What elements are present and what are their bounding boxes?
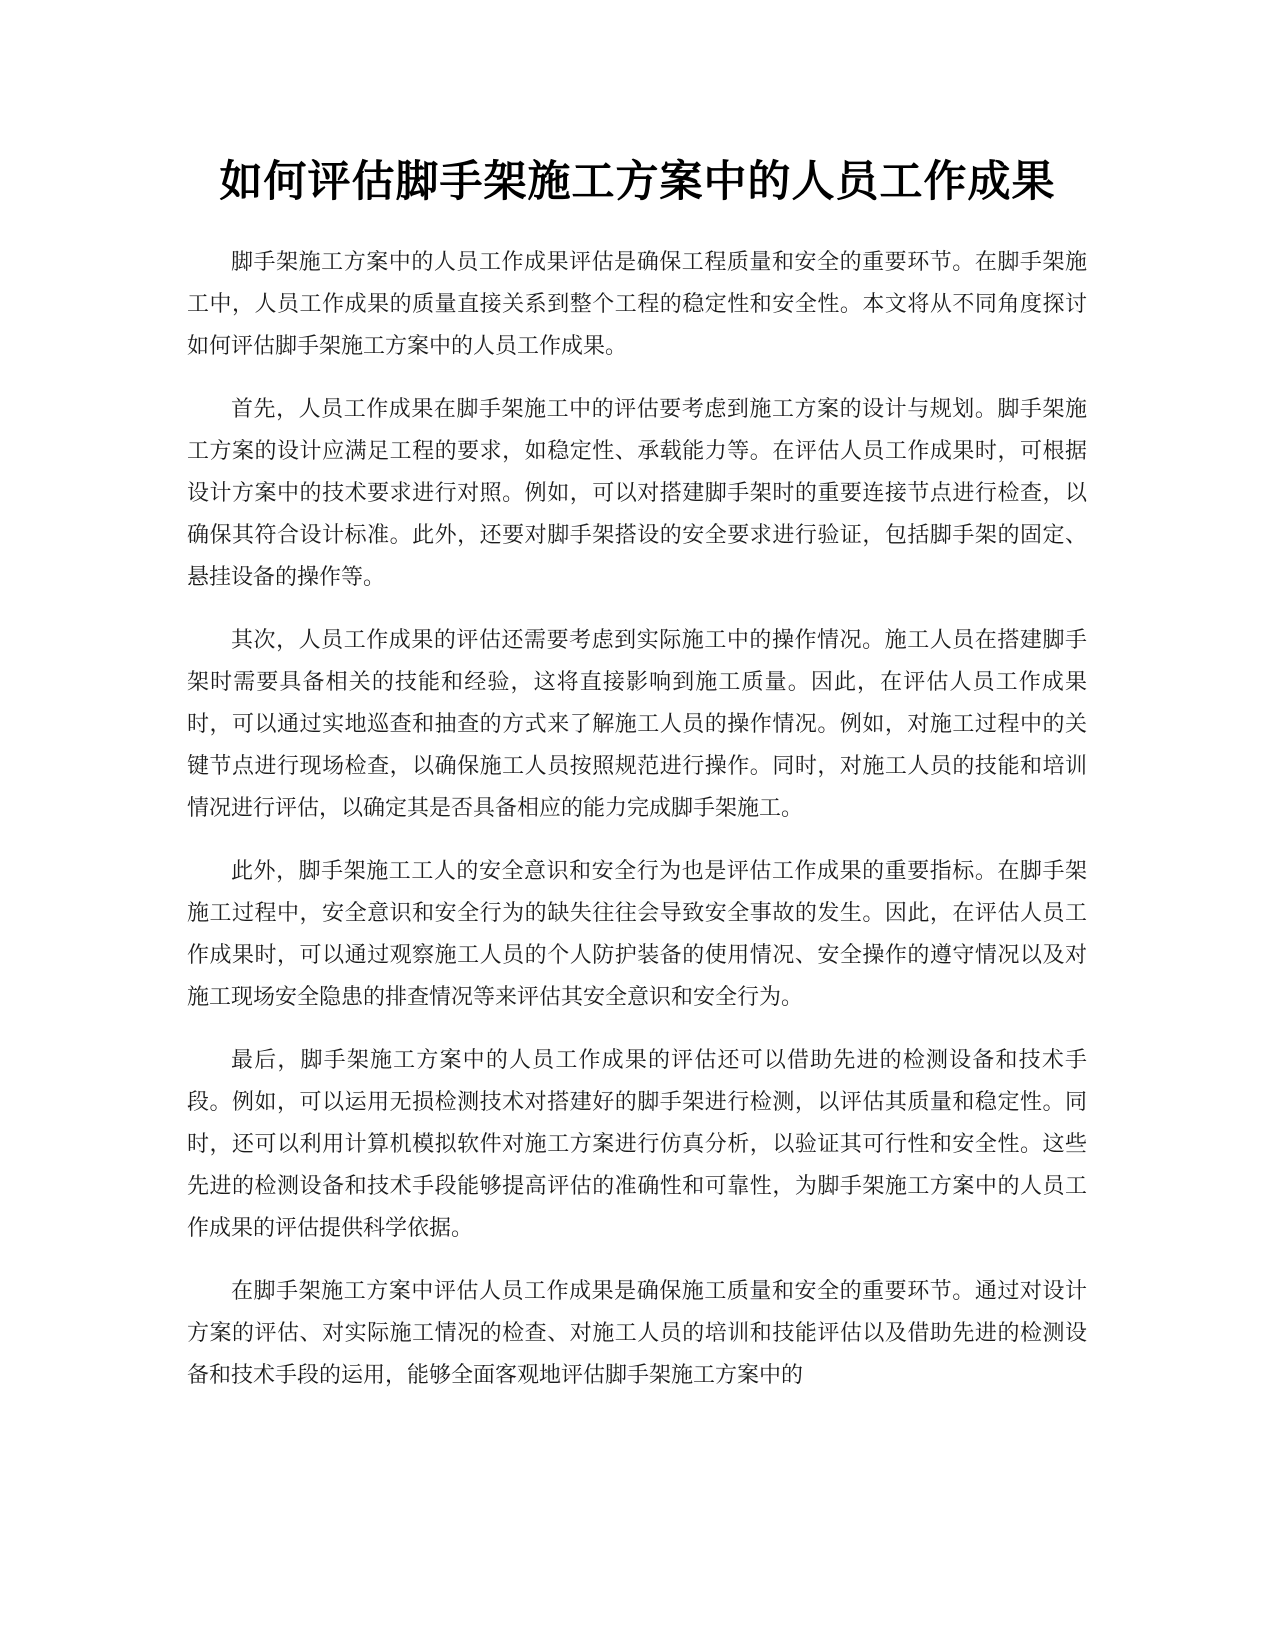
document-title: 如何评估脚手架施工方案中的人员工作成果 — [219, 157, 1056, 207]
paragraph-4: 此外，脚手架施工工人的安全意识和安全行为也是评估工作成果的重要指标。在脚手架施工过程中，安全意识和安全行为的缺失往往会导致安全事故的发生。因此，在评估人员工作成果时，可以通过观察施工人员的个人防护装备的使用情况、安全操作的遵守情况以及对施工现场安全隐患的排查情况等来评估其安全意识和安全行为。 — [187, 859, 1087, 1010]
paragraph-3: 其次，人员工作成果的评估还需要考虑到实际施工中的操作情况。施工人员在搭建脚手架时需要具备相关的技能和经验，这将直接影响到施工质量。因此，在评估人员工作成果时，可以通过实地巡查和抽查的方式来了解施工人员的操作情况。例如，对施工过程中的关键节点进行现场检查，以确保施工人员按照规范进行操作。同时，对施工人员的技能和培训情况进行评估，以确定其是否具备相应的能力完成脚手架施工。 — [187, 628, 1087, 821]
paragraph-6: 在脚手架施工方案中评估人员工作成果是确保施工质量和安全的重要环节。通过对设计方案的评估、对实际施工情况的检查、对施工人员的培训和技能评估以及借助先进的检测设备和技术手段的运用，能够全面客观地评估脚手架施工方案中的 — [187, 1279, 1087, 1388]
paragraph-5: 最后，脚手架施工方案中的人员工作成果的评估还可以借助先进的检测设备和技术手段。例如，可以运用无损检测技术对搭建好的脚手架进行检测，以评估其质量和稳定性。同时，还可以利用计算机模拟软件对施工方案进行仿真分析，以验证其可行性和安全性。这些先进的检测设备和技术手段能够提高评估的准确性和可靠性，为脚手架施工方案中的人员工作成果的评估提供科学依据。 — [187, 1048, 1087, 1241]
document-body — [187, 242, 1087, 1418]
paragraph-1: 脚手架施工方案中的人员工作成果评估是确保工程质量和安全的重要环节。在脚手架施工中，人员工作成果的质量直接关系到整个工程的稳定性和安全性。本文将从不同角度探讨如何评估脚手架施工方案中的人员工作成果。 — [187, 250, 1087, 359]
paragraph-2: 首先，人员工作成果在脚手架施工中的评估要考虑到施工方案的设计与规划。脚手架施工方案的设计应满足工程的要求，如稳定性、承载能力等。在评估人员工作成果时，可根据设计方案中的技术要求进行对照。例如，可以对搭建脚手架时的重要连接节点进行检查，以确保其符合设计标准。此外，还要对脚手架搭设的安全要求进行验证，包括脚手架的固定、悬挂设备的操作等。 — [187, 397, 1087, 590]
